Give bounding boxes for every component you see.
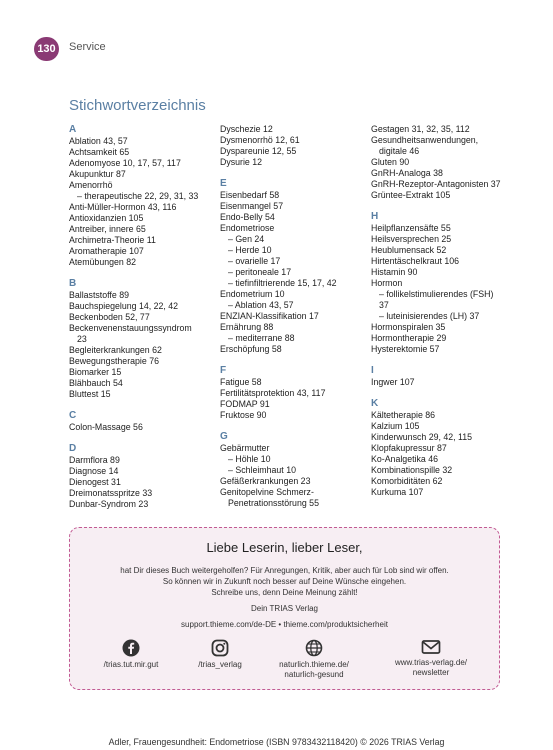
index-entry: Kombinationspille 32 [371,465,453,475]
index-entry: Hysterektomie 57 [371,344,440,354]
index-entry: Erschöpfung 58 [220,344,282,354]
index-subentry: – ovarielle 17 [228,256,281,266]
index-entry: Adenomyose 10, 17, 57, 117 [69,158,181,168]
index-entry: Hormonspiralen 35 [371,322,446,332]
publisher-signature: Dein TRIAS Verlag [251,604,318,613]
index-entry: Gluten 90 [371,157,410,167]
index-entry: Kalzium 105 [371,421,420,431]
reader-box-heading: Liebe Leserin, lieber Leser, [206,540,363,555]
index-entry: Endo-Belly 54 [220,212,275,222]
index-subentry: – Herde 10 [228,245,272,255]
index-entry: Bluttest 15 [69,389,111,399]
index-entry: Hirtentäschelkraut 106 [371,256,460,266]
index-entry: digitale 46 [379,146,420,156]
index-entry: Kinderwunsch 29, 42, 115 [371,432,473,442]
index-subentry: – Gen 24 [228,234,265,244]
index-entry: GnRH-Rezeptor-Antagonisten 37 [371,179,501,189]
support-links[interactable]: support.thieme.com/de-DE • thieme.com/produktsicherheit [181,620,388,629]
globe-icon [305,639,323,657]
social-website[interactable] [264,639,364,680]
index-entry: Darmflora 89 [69,455,120,465]
index-letter-group [220,365,370,421]
index-entry: Heilsversprechen 25 [371,234,452,244]
index-letter-heading: E [220,178,227,189]
index-entry: Bauchspiegelung 14, 22, 42 [69,301,179,311]
index-letter-group [371,365,531,388]
index-column-1 [69,124,219,520]
social-newsletter[interactable] [381,639,481,678]
index-entry: Grüntee-Extrakt 105 [371,190,451,200]
mail-icon [421,639,441,655]
index-letter-group [69,410,219,433]
index-entry: Dunbar-Syndrom 23 [69,499,149,509]
instagram-icon [211,639,229,657]
index-entry: Eisenbedarf 58 [220,190,280,200]
index-entry: Anti-Müller-Hormon 43, 116 [69,202,177,212]
index-entry: Heilpflanzensäfte 55 [371,223,451,233]
index-letter-group [69,443,219,510]
index-entry: Biomarker 15 [69,367,122,377]
index-entry: Aromatherapie 107 [69,246,144,256]
reader-text-line: hat Dir dieses Buch weitergeholfen? Für Anregungen, Kritik, aber auch für Lob sind wir offen. [120,566,449,575]
index-entry: Dyschezie 12 [220,124,273,134]
index-letter-heading: I [371,365,374,376]
index-entry: Amenorrhö [69,180,113,190]
reader-feedback-box [69,527,500,690]
index-entry: Bewegungstherapie 76 [69,356,159,366]
reader-text-line: Schreibe uns, denn Deine Meinung zählt! [211,588,358,597]
index-letter-heading: D [69,443,77,454]
index-entry: Ingwer 107 [371,377,415,387]
index-subentry: – mediterrane 88 [228,333,295,343]
index-entry: Fatigue 58 [220,377,262,387]
index-entry: Penetrationsstörung 55 [228,498,319,508]
index-entry: Fertilitätsprotektion 43, 117 [220,388,326,398]
index-entry: ENZIAN-Klassifikation 17 [220,311,319,321]
index-entry: Hormon [371,278,403,288]
page-footer: Adler, Frauengesundheit: Endometriose (ISBN 9783432118420) © 2026 TRIAS Verlag [108,737,445,747]
social-label: www.trias-verlag.de/ [394,658,468,667]
social-label: /trias_verlag [198,660,242,669]
index-letter-heading: H [371,211,379,222]
social-label: newsletter [412,668,450,677]
index-entry: 23 [77,334,87,344]
index-entry: Beckenvenenstauungssyndrom [69,323,192,333]
index-entry: Dreimonatsspritze 33 [69,488,153,498]
index-entry: Diagnose 14 [69,466,119,476]
facebook-icon [122,639,140,657]
index-entry: Colon-Massage 56 [69,422,143,432]
index-entry: Genitopelvine Schmerz- [220,487,314,497]
section-label: Service [69,41,106,53]
index-entry: Ballaststoffe 89 [69,290,129,300]
index-entry: Archimetra-Theorie 11 [69,235,156,245]
index-column-3 [371,124,531,508]
index-entry: Gefäßerkrankungen 23 [220,476,311,486]
index-subentry: – Höhle 10 [228,454,271,464]
index-subentry: – tiefinfiltrierende 15, 17, 42 [228,278,337,288]
index-subentry: – therapeutische 22, 29, 31, 33 [77,191,199,201]
index-entry: Eisenmangel 57 [220,201,284,211]
index-letter-group [69,124,219,268]
index-entry: GnRH-Analoga 38 [371,168,443,178]
index-letter-group [371,211,531,355]
index-entry: Dysurie 12 [220,157,263,167]
index-entry: Ablation 43, 57 [69,136,128,146]
reader-box-text [78,565,491,598]
index-letter-group [69,278,219,400]
index-entry: Ernährung 88 [220,322,274,332]
index-letter-heading: A [69,124,77,135]
index-column-2 [220,124,370,519]
reader-text-line: So können wir in Zukunft noch besser auf Deine Wünsche eingehen. [162,577,407,586]
index-entry: Akupunktur 87 [69,169,126,179]
page-number-badge: 130 [34,37,59,61]
index-letter-group [371,124,531,201]
index-entry: Kurkuma 107 [371,487,424,497]
index-entry: Dyspareunie 12, 55 [220,146,297,156]
index-letter-heading: C [69,410,77,421]
index-letter-heading: K [371,398,379,409]
index-entry: Atemübungen 82 [69,257,137,267]
index-entry: Endometrium 10 [220,289,285,299]
index-entry: Antioxidanzien 105 [69,213,144,223]
index-entry: Begleiterkrankungen 62 [69,345,162,355]
index-entry: Gestagen 31, 32, 35, 112 [371,124,470,134]
social-instagram[interactable] [170,639,270,670]
index-letter-group [371,398,531,498]
index-letter-group [220,431,370,509]
index-entry: Heublumensack 52 [371,245,447,255]
social-facebook[interactable] [81,639,181,670]
index-subentry: – peritoneale 17 [228,267,292,277]
index-entry: Gesundheitsanwendungen, [371,135,479,145]
index-subentry: – Schleimhaut 10 [228,465,296,475]
index-entry: 37 [379,300,389,310]
index-entry: Achtsamkeit 65 [69,147,130,157]
index-entry: FODMAP 91 [220,399,270,409]
social-label: /trias.tut.mir.gut [103,660,159,669]
index-entry: Beckenboden 52, 77 [69,312,150,322]
index-entry: Ko-Analgetika 46 [371,454,438,464]
index-entry: Antreiber, innere 65 [69,224,146,234]
index-subentry: – Ablation 43, 57 [228,300,294,310]
index-letter-heading: B [69,278,77,289]
index-entry: Dienogest 31 [69,477,121,487]
index-subentry: – follikelstimulierendes (FSH) [379,289,494,299]
social-label: naturlich-gesund [284,670,344,679]
index-entry: Kältetherapie 86 [371,410,436,420]
index-entry: Klopfakupressur 87 [371,443,447,453]
index-subentry: – luteinisierendes (LH) 37 [379,311,480,321]
index-entry: Fruktose 90 [220,410,267,420]
index-title: Stichwortverzeichnis [69,97,206,114]
social-label: naturlich.thieme.de/ [279,660,349,669]
index-entry: Dysmenorrhö 12, 61 [220,135,300,145]
index-entry: Hormontherapie 29 [371,333,447,343]
index-letter-heading: G [220,431,228,442]
index-entry: Endometriose [220,223,275,233]
index-letter-group [220,178,370,355]
index-entry: Blähbauch 54 [69,378,123,388]
index-entry: Komorbiditäten 62 [371,476,443,486]
index-letter-group [220,124,370,168]
index-letter-heading: F [220,365,227,376]
index-entry: Gebärmutter [220,443,270,453]
index-entry: Histamin 90 [371,267,418,277]
